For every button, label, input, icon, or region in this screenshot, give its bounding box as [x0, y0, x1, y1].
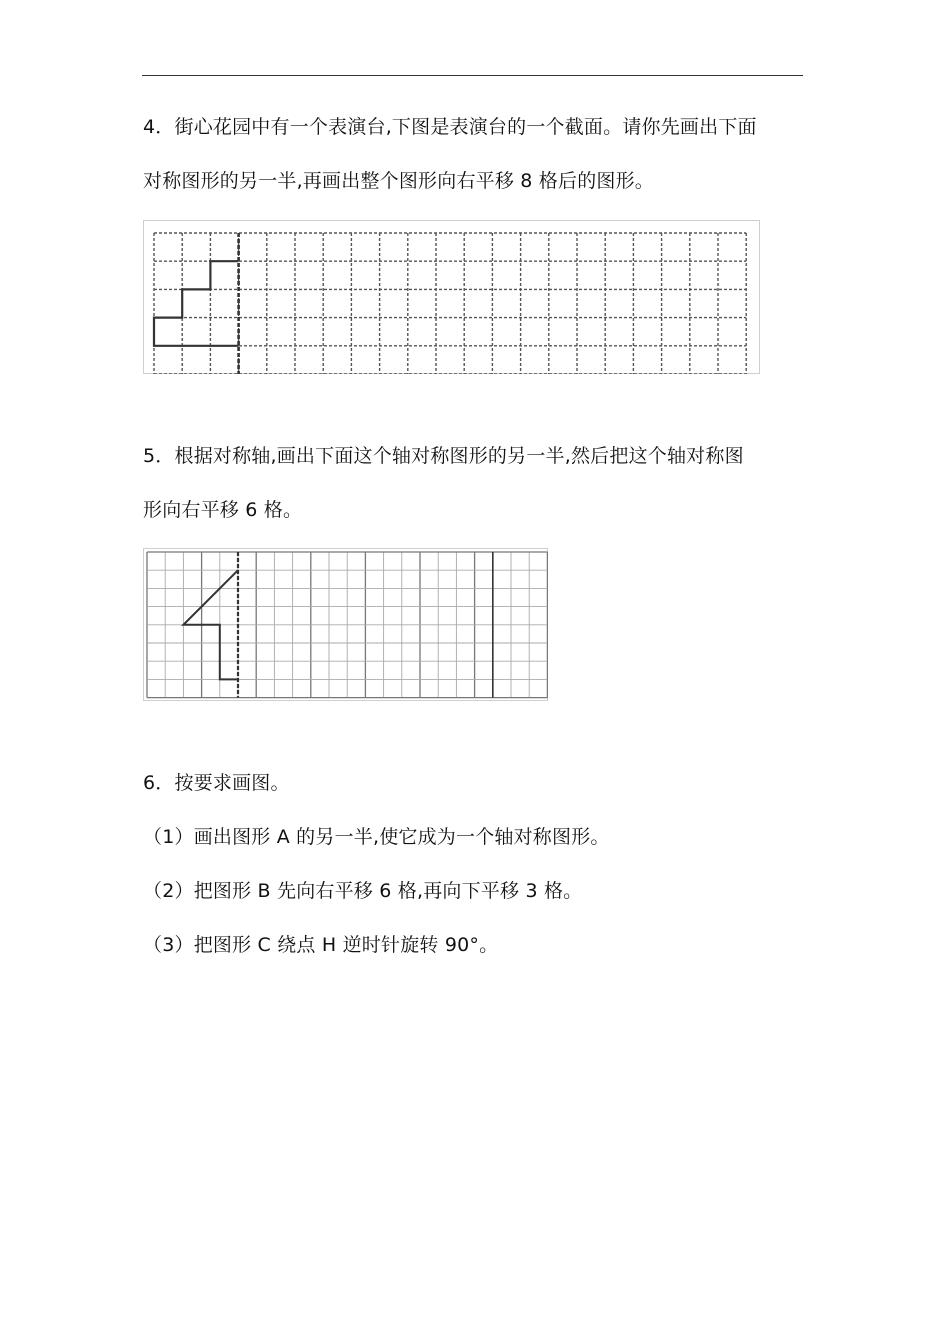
q4-grid-icon	[143, 220, 760, 374]
q5-text-line2: 形向右平移 6 格。	[143, 499, 303, 521]
q6-title: 6．按要求画图。	[143, 772, 290, 794]
q4-text-line2: 对称图形的另一半,再画出整个图形向右平移 8 格后的图形。	[143, 170, 655, 192]
q6-item-3: （3）把图形 C 绕点 H 逆时针旋转 90°。	[143, 934, 499, 956]
q5-grid-icon	[143, 548, 548, 701]
q6-item-2: （2）把图形 B 先向右平移 6 格,再向下平移 3 格。	[143, 880, 583, 902]
q5-grid-figure	[143, 548, 548, 701]
q6-item-1: （1）画出图形 A 的另一半,使它成为一个轴对称图形。	[143, 826, 610, 848]
q4-half-shape	[154, 261, 239, 346]
q4-text-line1: 4．街心花园中有一个表演台,下图是表演台的一个截面。请你先画出下面	[143, 116, 757, 138]
q4-outer-frame	[144, 221, 760, 374]
header-rule	[142, 75, 803, 76]
q5-text-line1: 5．根据对称轴,画出下面这个轴对称图形的另一半,然后把这个轴对称图	[143, 445, 744, 467]
q4-grid-figure	[143, 220, 760, 374]
